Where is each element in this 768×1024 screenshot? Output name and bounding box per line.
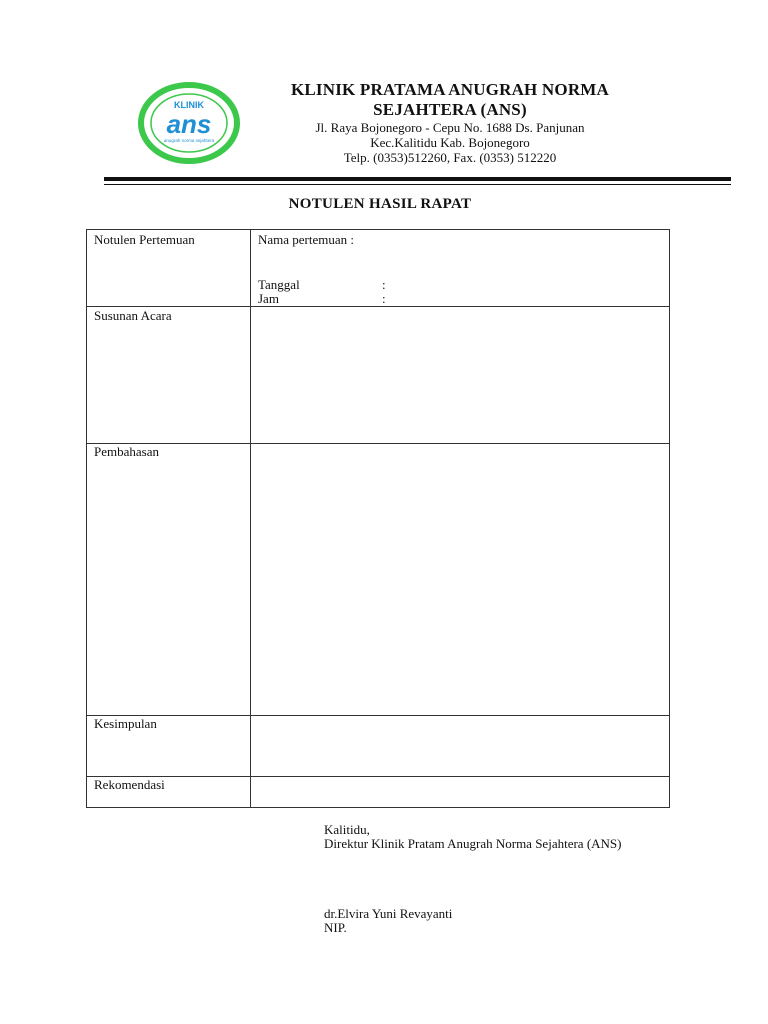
- signature-nip: NIP.: [324, 920, 347, 935]
- row-divider: [87, 306, 669, 307]
- contact-line: Telp. (0353)512260, Fax. (0353) 512220: [343, 150, 557, 165]
- header-divider-thin: [104, 184, 731, 185]
- clinic-logo: [137, 80, 241, 166]
- meeting-name-label: Nama pertemuan :: [258, 232, 355, 247]
- clinic-name-line2: SEJAHTERA (ANS): [373, 100, 527, 119]
- row-label-kesimpulan: Kesimpulan: [94, 716, 157, 731]
- row-divider: [87, 776, 669, 777]
- row-label-notulen-pertemuan: Notulen Pertemuan: [94, 232, 195, 247]
- row-label-pembahasan: Pembahasan: [94, 444, 159, 459]
- date-label: Tanggal: [258, 277, 300, 292]
- clinic-name-line1: KLINIK PRATAMA ANUGRAH NORMA: [290, 80, 610, 99]
- row-label-susunan-acara: Susunan Acara: [94, 308, 172, 323]
- signature-place: Kalitidu,: [324, 822, 370, 837]
- signature-position: Direktur Klinik Pratam Anugrah Norma Sejahtera (ANS): [324, 836, 622, 851]
- logo-tagline: anugrah norma sejahtera: [163, 138, 215, 143]
- time-colon: :: [382, 291, 386, 306]
- address-line2: Kec.Kalitidu Kab. Bojonegoro: [370, 135, 530, 150]
- row-divider: [87, 443, 669, 444]
- row-label-rekomendasi: Rekomendasi: [94, 777, 165, 792]
- document-title: NOTULEN HASIL RAPAT: [288, 196, 472, 212]
- column-divider: [250, 230, 251, 807]
- row-divider: [87, 715, 669, 716]
- minutes-table: [86, 229, 670, 808]
- time-label: Jam: [258, 291, 279, 306]
- date-colon: :: [382, 277, 386, 292]
- header-divider-thick: [104, 177, 731, 181]
- logo-label: KLINIK: [174, 100, 204, 110]
- logo-mark: ans: [166, 109, 212, 139]
- address-line1: Jl. Raya Bojonegoro - Cepu No. 1688 Ds. Panjunan: [315, 120, 585, 135]
- signature-name: dr.Elvira Yuni Revayanti: [324, 906, 453, 921]
